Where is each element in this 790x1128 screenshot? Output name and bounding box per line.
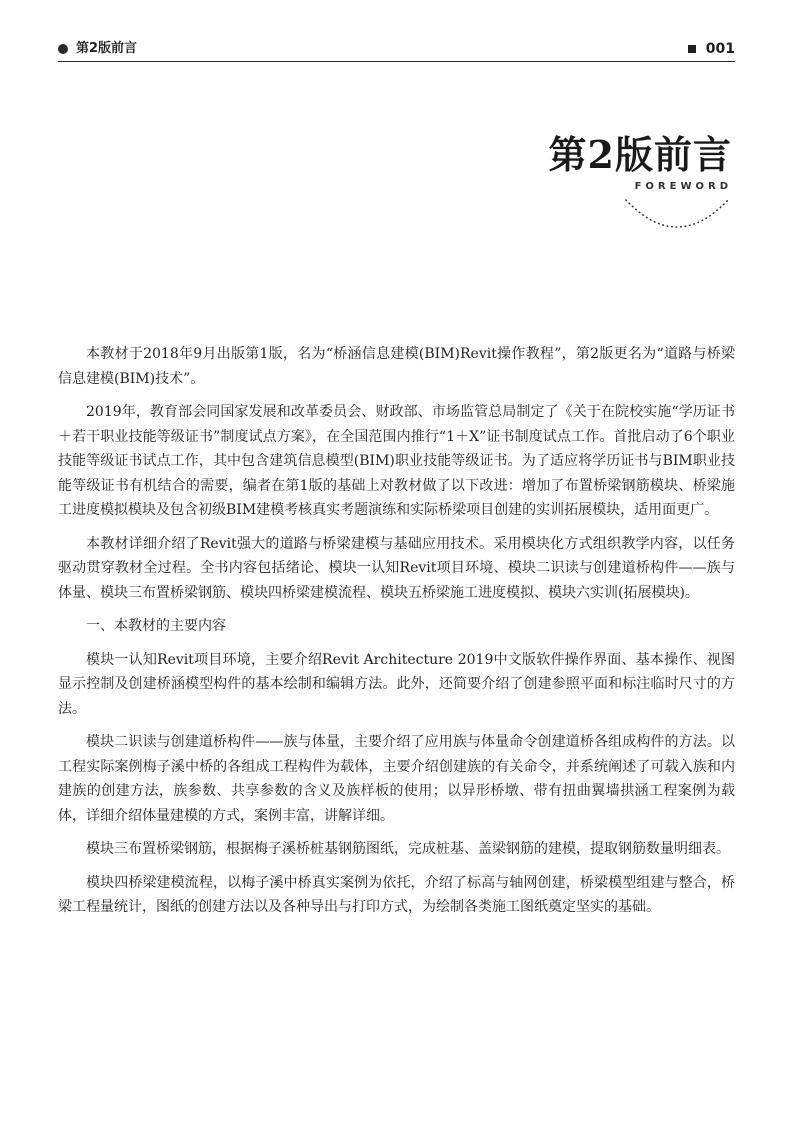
header-right xyxy=(688,40,735,58)
body-text xyxy=(58,342,735,929)
paragraph-module-4: 模块四桥梁建模流程，以梅子溪中桥真实案例为依托，介绍了标高与轴网创建，桥梁模型组建与整合，桥梁工程量统计，图纸的创建方法以及各种导出与打印方式，为绘制各类施工图纸奠定坚实的基础。 xyxy=(58,874,735,915)
paragraph-module-3: 模块三布置桥梁钢筋，根据梅子溪桥桩基钢筋图纸，完成桩基、盖梁钢筋的建模，提取钢筋数量明细表。 xyxy=(86,841,730,857)
paragraph-module-1: 模块一认知Revit项目环境，主要介绍Revit Architecture 2019中文版软件操作界面、基本操作、视图显示控制及创建桥涵模型构件的基本绘制和编辑方法。此外，还简要介绍了创建参照平面和标注临时尺寸的方法。 xyxy=(58,651,735,717)
page-title: 第2版前言 xyxy=(548,132,732,177)
circle-bullet-icon xyxy=(58,44,68,54)
paragraph-3: 本教材详细介绍了Revit强大的道路与桥梁建模与基础应用技术。采用模块化方式组织教学内容，以任务驱动贯穿教材全过程。全书内容包括绪论、模块一认知Revit项目环境、模块二识读与创建道桥构件——族与体量、模块三布置桥梁钢筋、模块四桥梁建模流程、模块五桥梁施工进度模拟、模块六实训(拓展模块)。 xyxy=(58,535,735,601)
title-block xyxy=(472,132,732,194)
header-section-title: 第2版前言 xyxy=(76,41,138,56)
page-subtitle: FOREWORD xyxy=(634,181,732,192)
page-number: 001 xyxy=(705,41,735,57)
header-left xyxy=(58,40,137,58)
square-marker-icon xyxy=(688,45,696,53)
paragraph-module-2: 模块二识读与创建道桥构件——族与体量，主要介绍了应用族与体量命令创建道桥各组成构件的方法。以工程实际案例梅子溪中桥的各组成工程构件为载体，主要介绍创建族的有关命令，并系统阐述了可载入族和内建族的创建方法，族参数、共享参数的含义及族样板的使用；以异形桥墩、带有扭曲翼墙拱涵工程案例为载体，详细介绍体量建模的方式，案例丰富，讲解详细。 xyxy=(58,734,735,824)
header-rule xyxy=(58,61,735,62)
dotted-arc-decoration xyxy=(622,196,732,236)
section-heading-main-content: 一、本教材的主要内容 xyxy=(86,618,226,634)
running-header xyxy=(58,40,735,66)
paragraph-2: 2019年，教育部会同国家发展和改革委员会、财政部、市场监管总局制定了《关于在院校实施“学历证书＋若干职业技能等级证书”制度试点方案》，在全国范围内推行“1＋X”证书制度试点工作。首批启动了6个职业技能等级证书试点工作，其中包含建筑信息模型(BIM)职业技能等级证书。为了适应将学历证书与BIM职业技能等级证书有机结合的需要，编者在第1版的基础上对教材做了以下改进：增加了布置桥梁钢筋模块、桥梁施工进度模拟模块及包含初级BIM建模考核真实考题演练和实际桥梁项目创建的实训拓展模块，适用面更广。 xyxy=(58,404,735,518)
paragraph-1: 本教材于2018年9月出版第1版，名为“桥涵信息建模(BIM)Revit操作教程”，第2版更名为“道路与桥梁信息建模(BIM)技术”。 xyxy=(58,346,735,387)
